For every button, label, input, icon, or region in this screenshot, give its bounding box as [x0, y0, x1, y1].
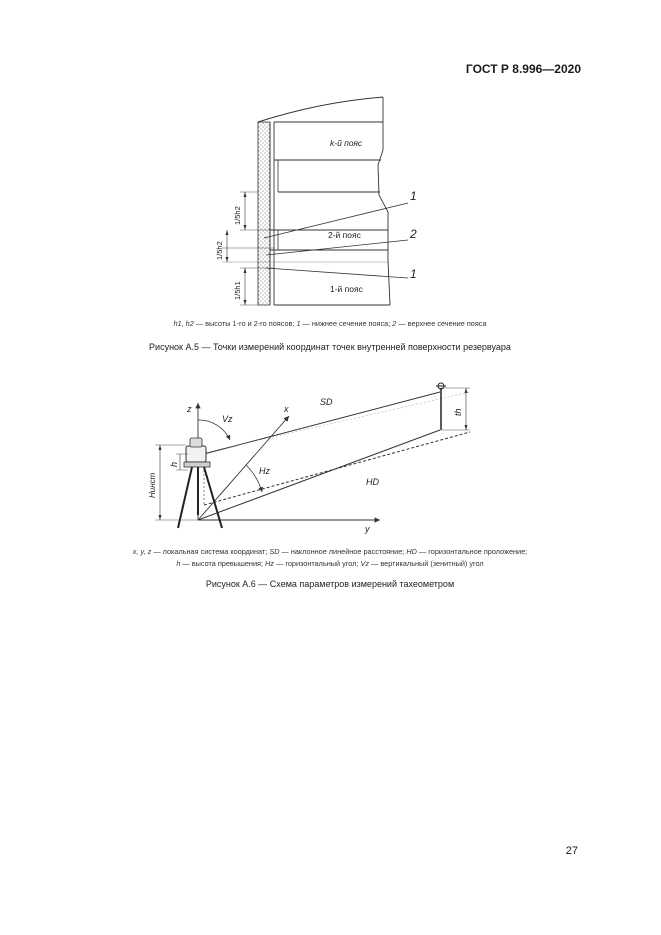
dimension-h1-label: 1/5h1	[233, 281, 242, 300]
figure-a5-caption: Рисунок А.5 — Точки измерений координат точек внутренней поверхности резервуара	[149, 342, 511, 352]
h-label: h	[169, 461, 179, 467]
axis-x	[198, 416, 289, 520]
figure-a6-legend: x, y, z — локальная система координат; SD — наклонное линейное расстояние; HD — горизонтальное проложение; h — высота превышения; Hz — горизонтальный угол; Vz — вертикальный (зенитный) угол	[132, 547, 528, 568]
belt-k-label: k-й пояс	[330, 138, 363, 148]
axis-z-label: z	[187, 404, 192, 414]
figure-a6-caption: Рисунок А.6 — Схема параметров измерений тахеометром	[205, 579, 455, 589]
hd-label: HD	[366, 477, 379, 487]
th-label: th	[453, 408, 463, 416]
figure-a6-total-station	[0, 375, 661, 540]
leader-line-2	[266, 240, 408, 255]
axis-x-label: x	[284, 404, 289, 414]
ground-line	[198, 430, 440, 520]
leader-line-1-bottom	[266, 268, 408, 278]
figure-a5-tank-wall	[0, 90, 661, 315]
point-2-label: 2	[410, 227, 417, 241]
sd-label: SD	[320, 397, 333, 407]
point-1-top-label: 1	[410, 189, 417, 203]
h-instrument-label: Hинст	[148, 472, 157, 498]
belt-2-label: 2-й пояс	[328, 230, 361, 240]
vz-label: Vz	[222, 414, 233, 424]
page-number: 27	[565, 845, 578, 857]
insulation-layer	[258, 122, 270, 305]
belt-1-label: 1-й пояс	[330, 284, 363, 294]
tank-break-line	[378, 97, 390, 305]
axis-y-label: y	[365, 524, 370, 534]
document-standard-number: ГОСТ Р 8.996—2020	[465, 62, 581, 76]
dimension-h2-left-label: 1/5h2	[215, 241, 224, 260]
tank-roof-curve	[258, 97, 383, 122]
hz-label: Hz	[259, 466, 270, 476]
dimension-h2-label: 1/5h2	[233, 206, 242, 225]
point-1-bottom-label: 1	[410, 267, 417, 281]
figure-a5-legend: h1, h2 — высоты 1-го и 2-го поясов; 1 — нижнее сечение пояса; 2 — верхнее сечение пояса	[173, 319, 487, 328]
